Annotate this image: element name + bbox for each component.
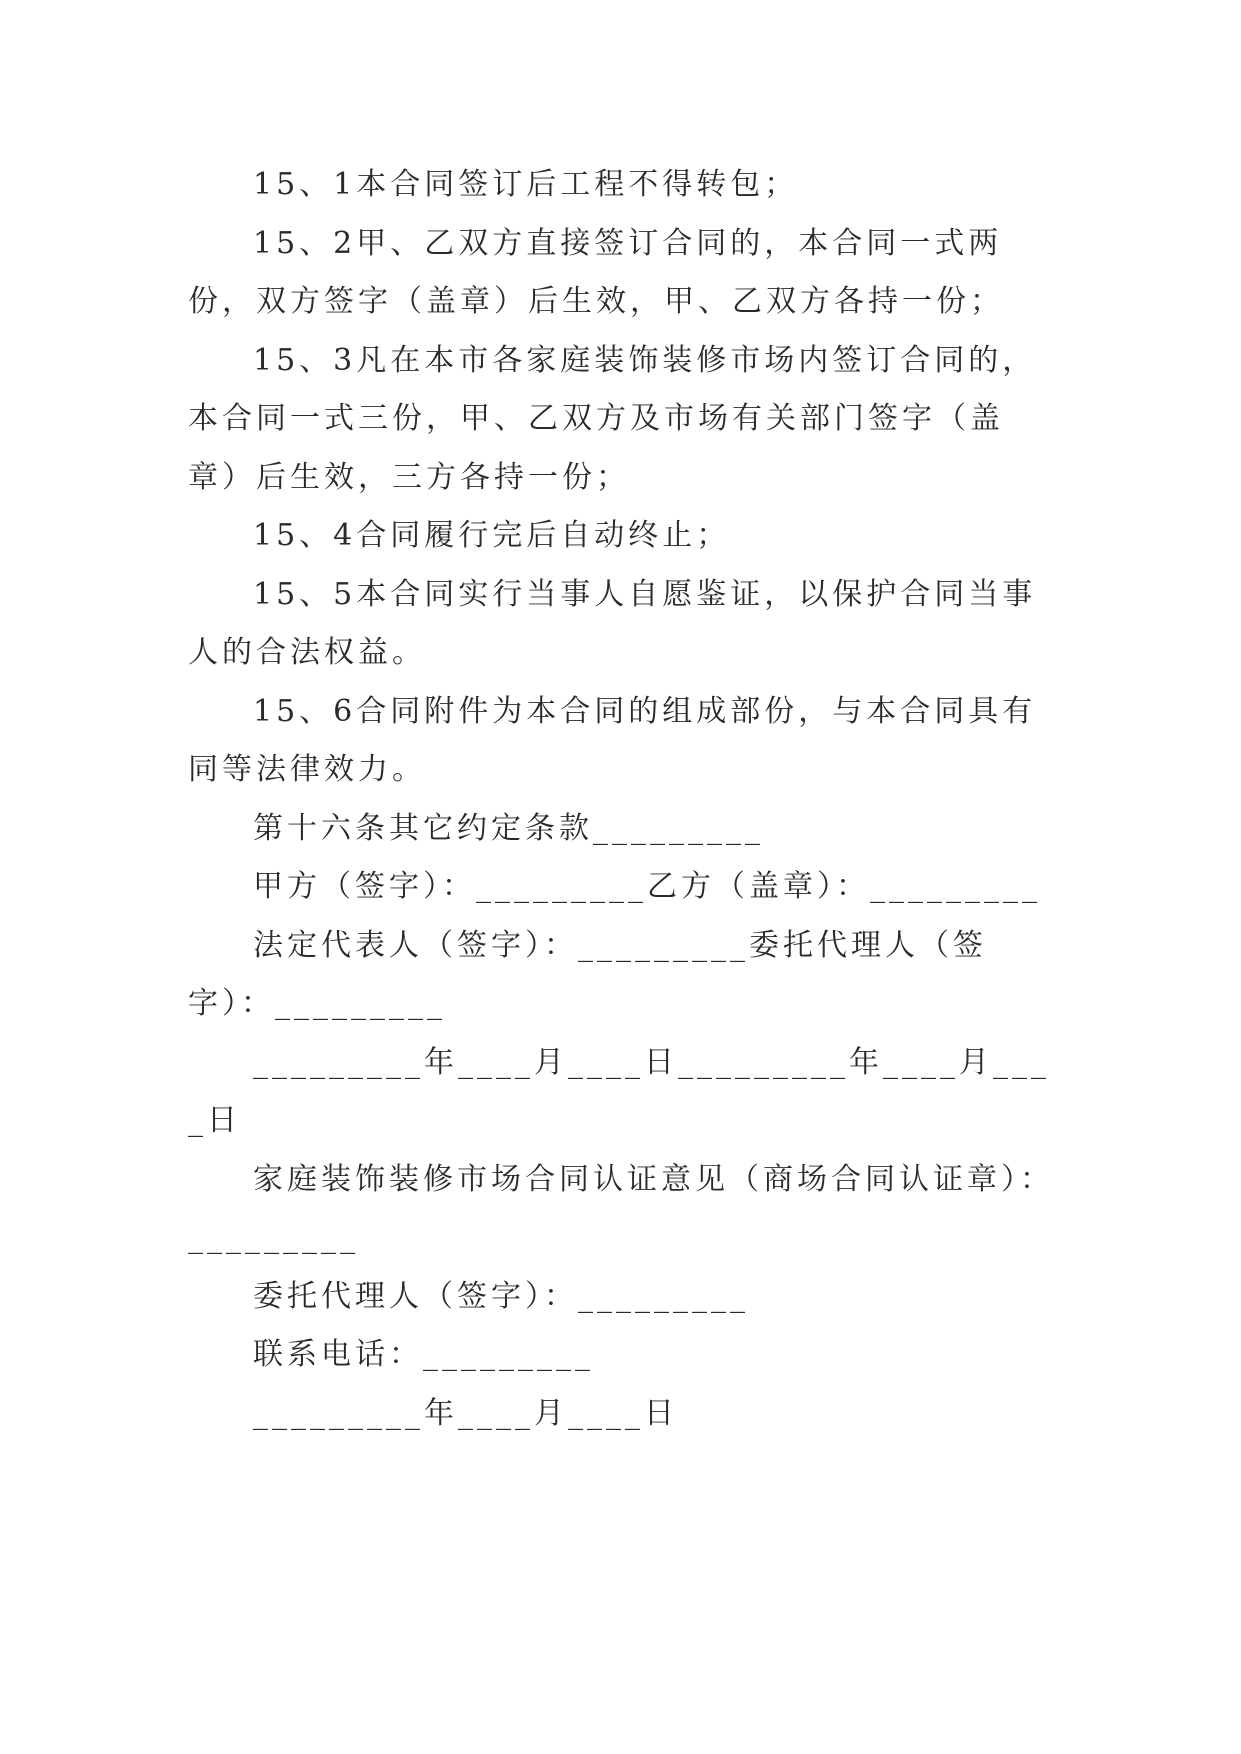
clause-15-6: 15、6合同附件为本合同的组成部份，与本合同具有同等法律效力。 <box>188 693 1037 787</box>
legal-rep-agent-signature-line: 法定代表人（签字）：_________委托代理人（签字）：_________ <box>188 927 987 1021</box>
contact-phone-line: 联系电话：_________ <box>253 1337 594 1372</box>
market-agent-signature-line: 委托代理人（签字）：_________ <box>253 1278 749 1314</box>
clause-15-4: 15、4合同履行完后自动终止； <box>253 518 731 553</box>
document-body <box>188 156 1054 1443</box>
clause-15-2: 15、2甲、乙双方直接签订合同的，本合同一式两份，双方签字（盖章）后生效，甲、乙双方各持一份； <box>188 225 1004 319</box>
article-16-other-terms: 第十六条其它约定条款_________ <box>253 810 764 846</box>
clause-15-5: 15、5本合同实行当事人自愿鉴证，以保护合同当事人的合法权益。 <box>188 576 1037 670</box>
market-certification-opinion: 家庭装饰装修市场合同认证意见（商场合同认证章）：_________ <box>188 1161 1054 1255</box>
date-line-market: _________年____月____日 <box>253 1395 678 1431</box>
clause-15-3: 15、3凡在本市各家庭装饰装修市场内签订合同的，本合同一式三份，甲、乙双方及市场有关部门签字（盖章）后生效，三方各持一份； <box>188 342 1037 495</box>
party-a-b-signature-line: 甲方（签字）：_________乙方（盖章）：_________ <box>253 869 1041 904</box>
clause-15-1: 15、1本合同签订后工程不得转包； <box>253 167 799 202</box>
date-line-parties: _________年____月____日_________年____月____日 <box>188 1044 1050 1138</box>
